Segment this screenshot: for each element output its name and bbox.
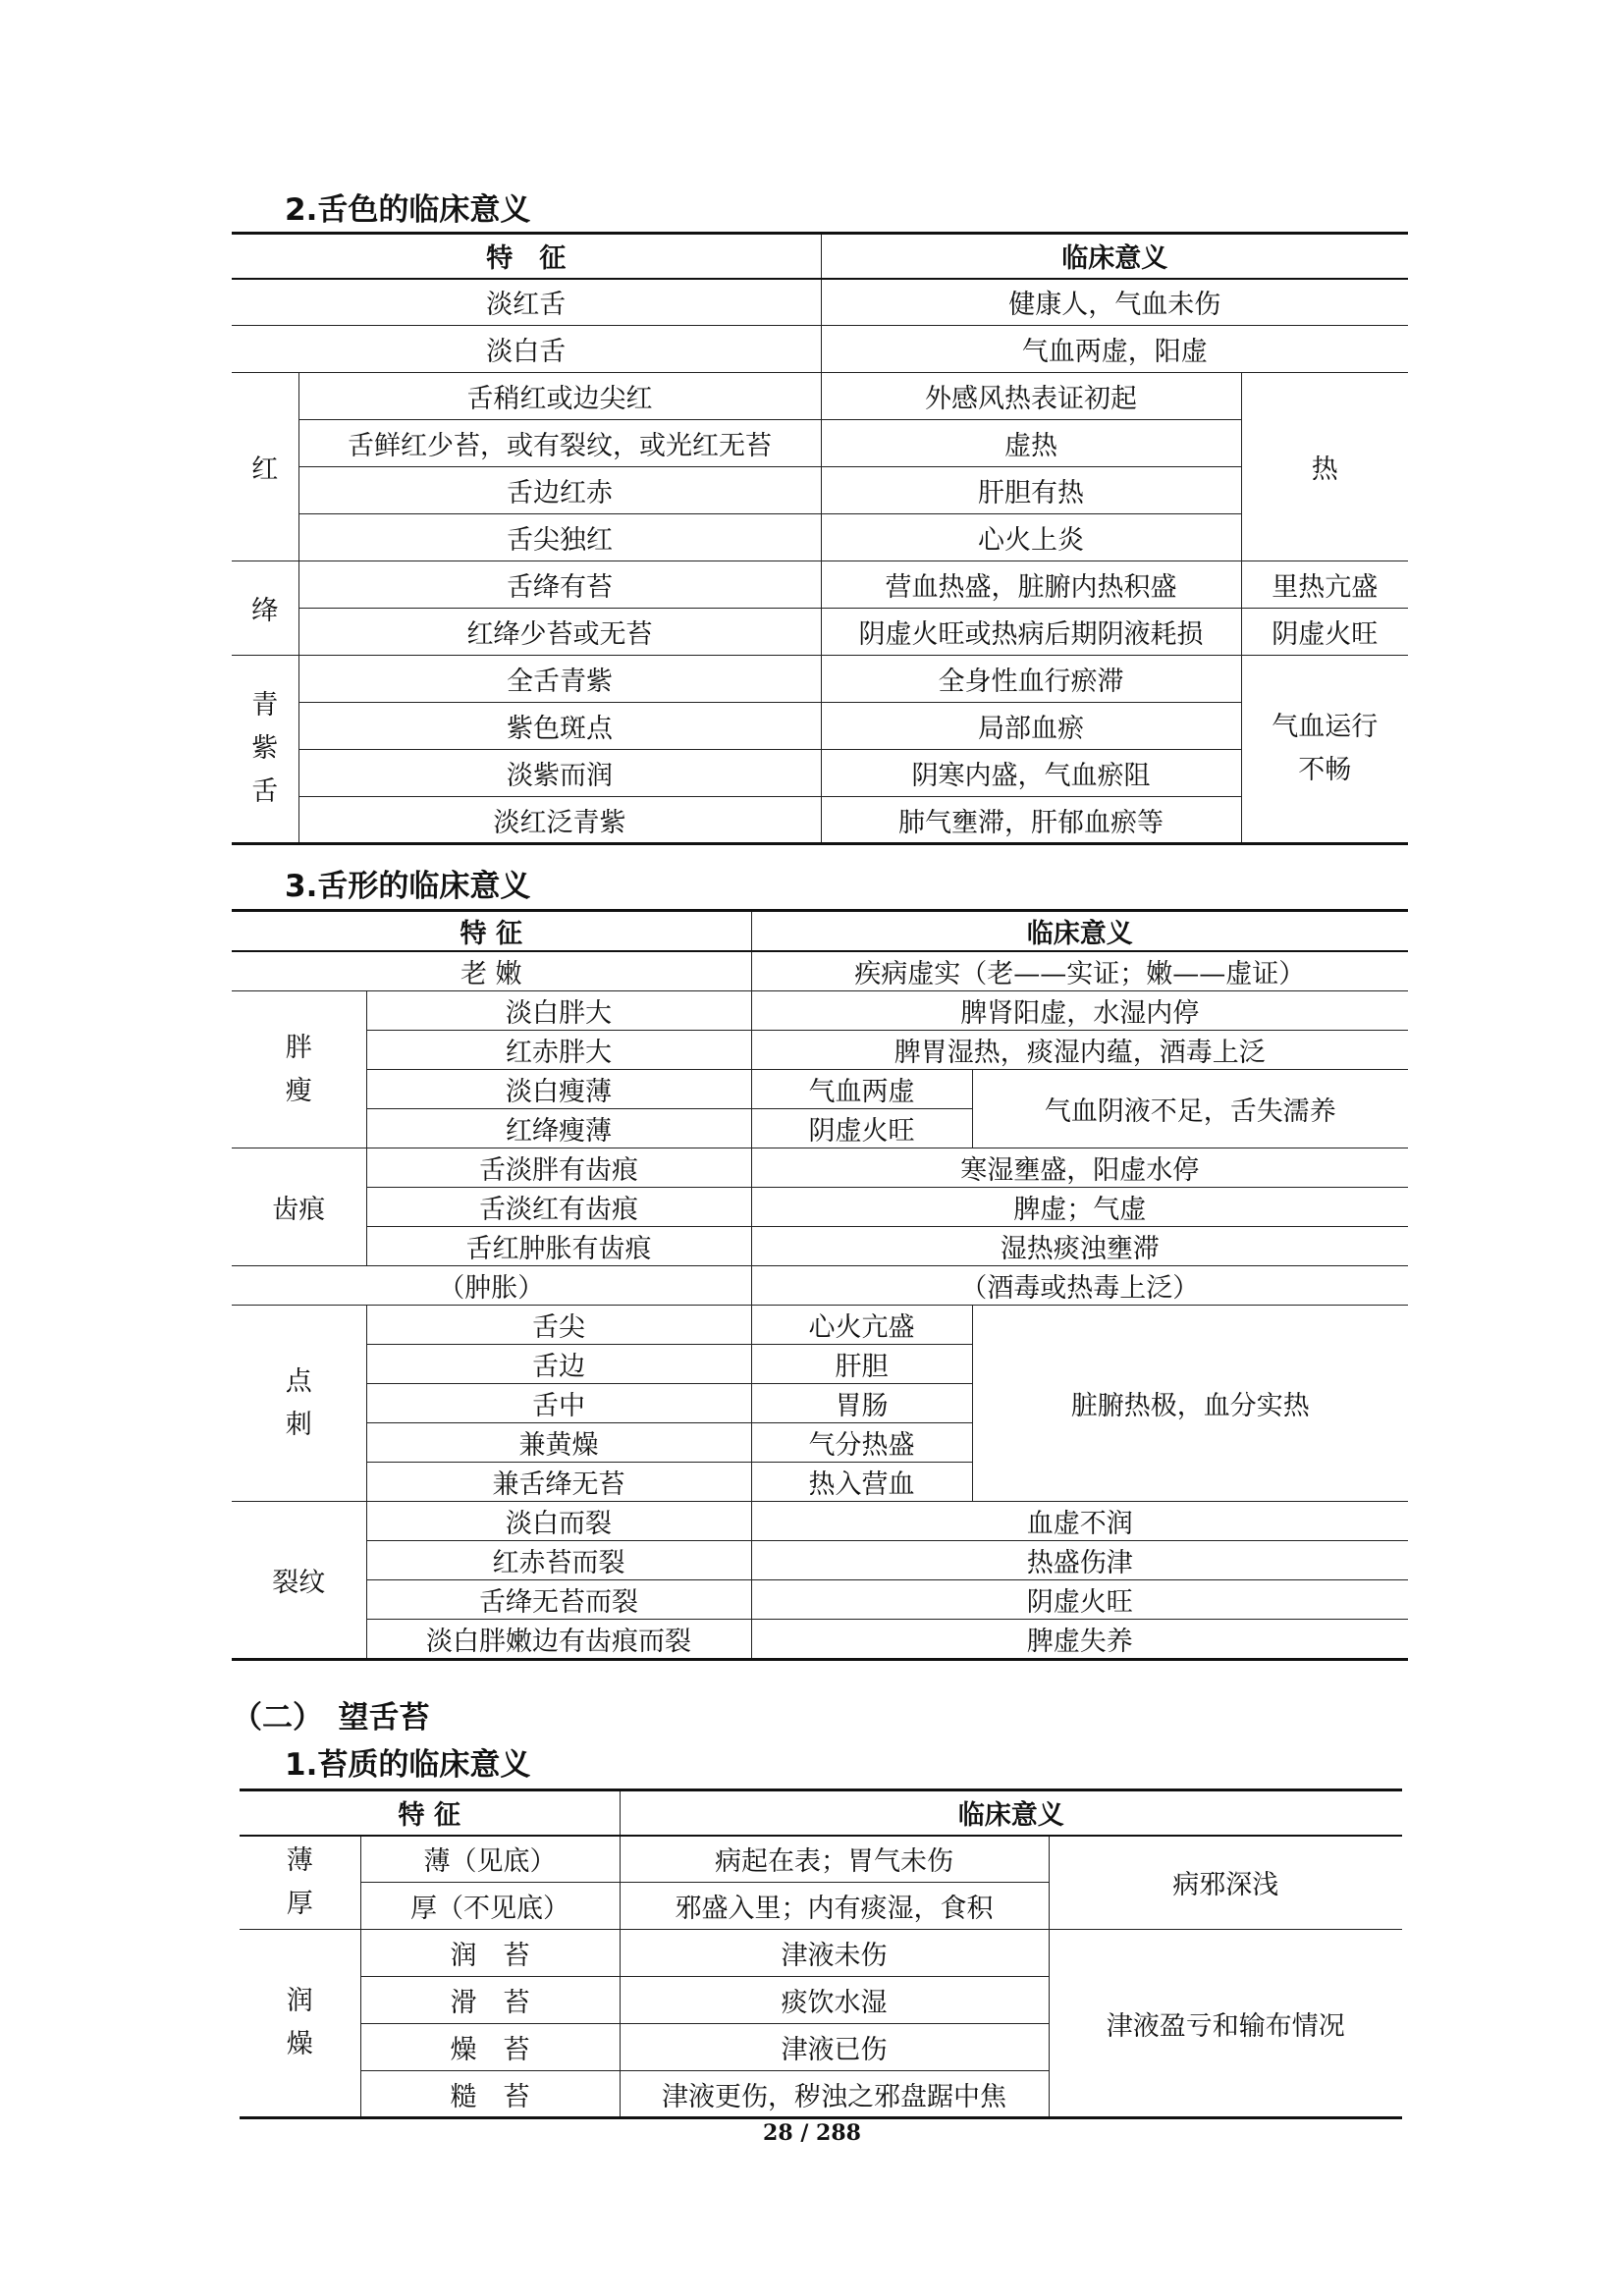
- table-cell: 厚（不见底）: [360, 1883, 620, 1930]
- table-cell: 心火上炎: [821, 514, 1241, 561]
- group-summary: 津液盈亏和输布情况: [1049, 1930, 1402, 2118]
- header-meaning: 临床意义: [751, 911, 1408, 952]
- table-cell: 淡紫而润: [298, 750, 821, 797]
- table-cell: 阴虚火旺: [751, 1580, 1408, 1620]
- table-cell: 津液未伤: [620, 1930, 1049, 1977]
- table-cell: 津液更伤，秽浊之邪盘踞中焦: [620, 2071, 1049, 2118]
- table-cell: 肝胆: [751, 1345, 972, 1384]
- table-cell: 湿热痰浊壅滞: [751, 1227, 1408, 1266]
- table-cell: 肝胆有热: [821, 467, 1241, 514]
- section-title-coating-texture: 1.苔质的临床意义: [285, 1747, 531, 1783]
- group-label-char: 燥: [286, 2029, 313, 2059]
- table-cell: 外感风热表证初起: [821, 373, 1241, 420]
- table-cell: 脾肾阳虚，水湿内停: [751, 991, 1408, 1031]
- group-label-char: 青: [251, 690, 279, 721]
- table-cell: 阴虚火旺或热病后期阴液耗损: [821, 609, 1241, 656]
- header-feature: 特 征: [232, 911, 751, 952]
- table-cell: 滑 苔: [360, 1977, 620, 2024]
- section-title-tongue-color: 2.舌色的临床意义: [285, 192, 531, 228]
- group-summary: 气血阴液不足，舌失濡养: [972, 1070, 1408, 1148]
- table-cell: 局部血瘀: [821, 703, 1241, 750]
- table-cell: 红绛少苔或无苔: [298, 609, 821, 656]
- table-cell: 兼黄燥: [366, 1423, 751, 1463]
- table-cell: 舌淡胖有齿痕: [366, 1148, 751, 1188]
- group-label-char: 瘦: [285, 1075, 312, 1106]
- table-cell: 淡白而裂: [366, 1502, 751, 1541]
- table-cell: 全身性血行瘀滞: [821, 656, 1241, 703]
- table-cell: 脾虚失养: [751, 1620, 1408, 1660]
- table-cell: 老 嫩: [232, 951, 751, 991]
- group-label-char: 刺: [285, 1409, 312, 1440]
- table-cell: 津液已伤: [620, 2024, 1049, 2071]
- table-cell: 红赤苔而裂: [366, 1541, 751, 1580]
- group-summary: 热: [1241, 373, 1408, 561]
- group-label-teeth-marks: 齿痕: [232, 1148, 366, 1266]
- table-cell: 气血两虚，阳虚: [821, 326, 1408, 373]
- table-cell: 阴虚火旺: [1241, 609, 1408, 656]
- table-cell: 燥 苔: [360, 2024, 620, 2071]
- group-label-char: 厚: [286, 1888, 313, 1919]
- table-cell: 阴虚火旺: [751, 1109, 972, 1148]
- table-cell: 舌绛无苔而裂: [366, 1580, 751, 1620]
- table-cell: 气血两虚: [751, 1070, 972, 1109]
- group-label-thin-thick: [240, 1836, 360, 1930]
- group-label-fissures: 裂纹: [232, 1502, 366, 1660]
- table-cell: 邪盛入里；内有痰湿，食积: [620, 1883, 1049, 1930]
- table-cell: 营血热盛，脏腑内热积盛: [821, 561, 1241, 609]
- group-label-bluish-purple: [232, 656, 298, 844]
- table-cell: 血虚不润: [751, 1502, 1408, 1541]
- group-label-crimson: 绛: [232, 561, 298, 656]
- table-cell: （酒毒或热毒上泛）: [751, 1266, 1408, 1306]
- group-label-char: 润: [286, 1986, 313, 2016]
- header-feature: 特 征: [240, 1790, 620, 1836]
- table-cell: 淡白舌: [232, 326, 821, 373]
- section-heading-tongue-coating: （二） 望舌苔: [232, 1700, 430, 1735]
- group-summary: 脏腑热极，血分实热: [972, 1306, 1408, 1502]
- table-cell: 舌中: [366, 1384, 751, 1423]
- group-label-red: 红: [232, 373, 298, 561]
- section-title-tongue-shape: 3.舌形的临床意义: [285, 869, 531, 904]
- coating-texture-table: [240, 1789, 1402, 2119]
- table-cell: 舌稍红或边尖红: [298, 373, 821, 420]
- table-cell: 舌绛有苔: [298, 561, 821, 609]
- table-cell: 红赤胖大: [366, 1031, 751, 1070]
- group-summary: 病邪深浅: [1049, 1836, 1402, 1930]
- table-cell: 淡白胖大: [366, 991, 751, 1031]
- table-cell: 胃肠: [751, 1384, 972, 1423]
- table-cell: 虚热: [821, 420, 1241, 467]
- table-cell: 热入营血: [751, 1463, 972, 1502]
- header-meaning: 临床意义: [821, 234, 1408, 279]
- table-cell: 薄（见底）: [360, 1836, 620, 1883]
- group-label-fat-thin: [232, 991, 366, 1148]
- table-cell: 脾虚；气虚: [751, 1188, 1408, 1227]
- group-label-char: 舌: [251, 776, 279, 807]
- table-cell: 肺气壅滞，肝郁血瘀等: [821, 797, 1241, 844]
- table-cell: 热盛伤津: [751, 1541, 1408, 1580]
- table-cell: 润 苔: [360, 1930, 620, 1977]
- group-summary: [1241, 656, 1408, 844]
- tongue-shape-table: [232, 909, 1408, 1661]
- table-cell: 舌鲜红少苔，或有裂纹，或光红无苔: [298, 420, 821, 467]
- table-cell: 舌红肿胀有齿痕: [366, 1227, 751, 1266]
- table-cell: 疾病虚实（老——实证；嫩——虚证）: [751, 951, 1408, 991]
- table-cell: 淡红泛青紫: [298, 797, 821, 844]
- table-cell: 痰饮水湿: [620, 1977, 1049, 2024]
- table-cell: 淡白瘦薄: [366, 1070, 751, 1109]
- summary-line: 不畅: [1298, 755, 1352, 785]
- table-cell: 糙 苔: [360, 2071, 620, 2118]
- summary-line: 气血运行: [1272, 712, 1379, 742]
- group-label-prickles: [232, 1306, 366, 1502]
- page-number: 28 / 288: [763, 2120, 861, 2146]
- group-label-char: 薄: [286, 1844, 313, 1876]
- table-cell: 兼舌绛无苔: [366, 1463, 751, 1502]
- header-feature: 特 征: [232, 234, 821, 279]
- table-cell: 淡红舌: [232, 279, 821, 326]
- table-cell: 舌边红赤: [298, 467, 821, 514]
- header-meaning: 临床意义: [620, 1790, 1402, 1836]
- table-cell: 寒湿壅盛，阳虚水停: [751, 1148, 1408, 1188]
- group-label-char: 胖: [285, 1032, 312, 1063]
- tongue-color-table: [232, 232, 1408, 845]
- group-label-char: 紫: [251, 733, 279, 764]
- table-cell: 舌边: [366, 1345, 751, 1384]
- table-cell: 心火亢盛: [751, 1306, 972, 1345]
- table-cell: 舌尖: [366, 1306, 751, 1345]
- table-cell: 紫色斑点: [298, 703, 821, 750]
- table-cell: 病起在表；胃气未伤: [620, 1836, 1049, 1883]
- group-label-char: 点: [285, 1365, 312, 1397]
- table-cell: 红绛瘦薄: [366, 1109, 751, 1148]
- table-cell: （肿胀）: [232, 1266, 751, 1306]
- table-cell: 里热亢盛: [1241, 561, 1408, 609]
- table-cell: 阴寒内盛，气血瘀阻: [821, 750, 1241, 797]
- table-cell: 全舌青紫: [298, 656, 821, 703]
- table-cell: 脾胃湿热，痰湿内蕴，酒毒上泛: [751, 1031, 1408, 1070]
- table-cell: 舌尖独红: [298, 514, 821, 561]
- table-cell: 淡白胖嫩边有齿痕而裂: [366, 1620, 751, 1660]
- table-cell: 舌淡红有齿痕: [366, 1188, 751, 1227]
- table-cell: 气分热盛: [751, 1423, 972, 1463]
- table-cell: 健康人，气血未伤: [821, 279, 1408, 326]
- group-label-moist-dry: [240, 1930, 360, 2118]
